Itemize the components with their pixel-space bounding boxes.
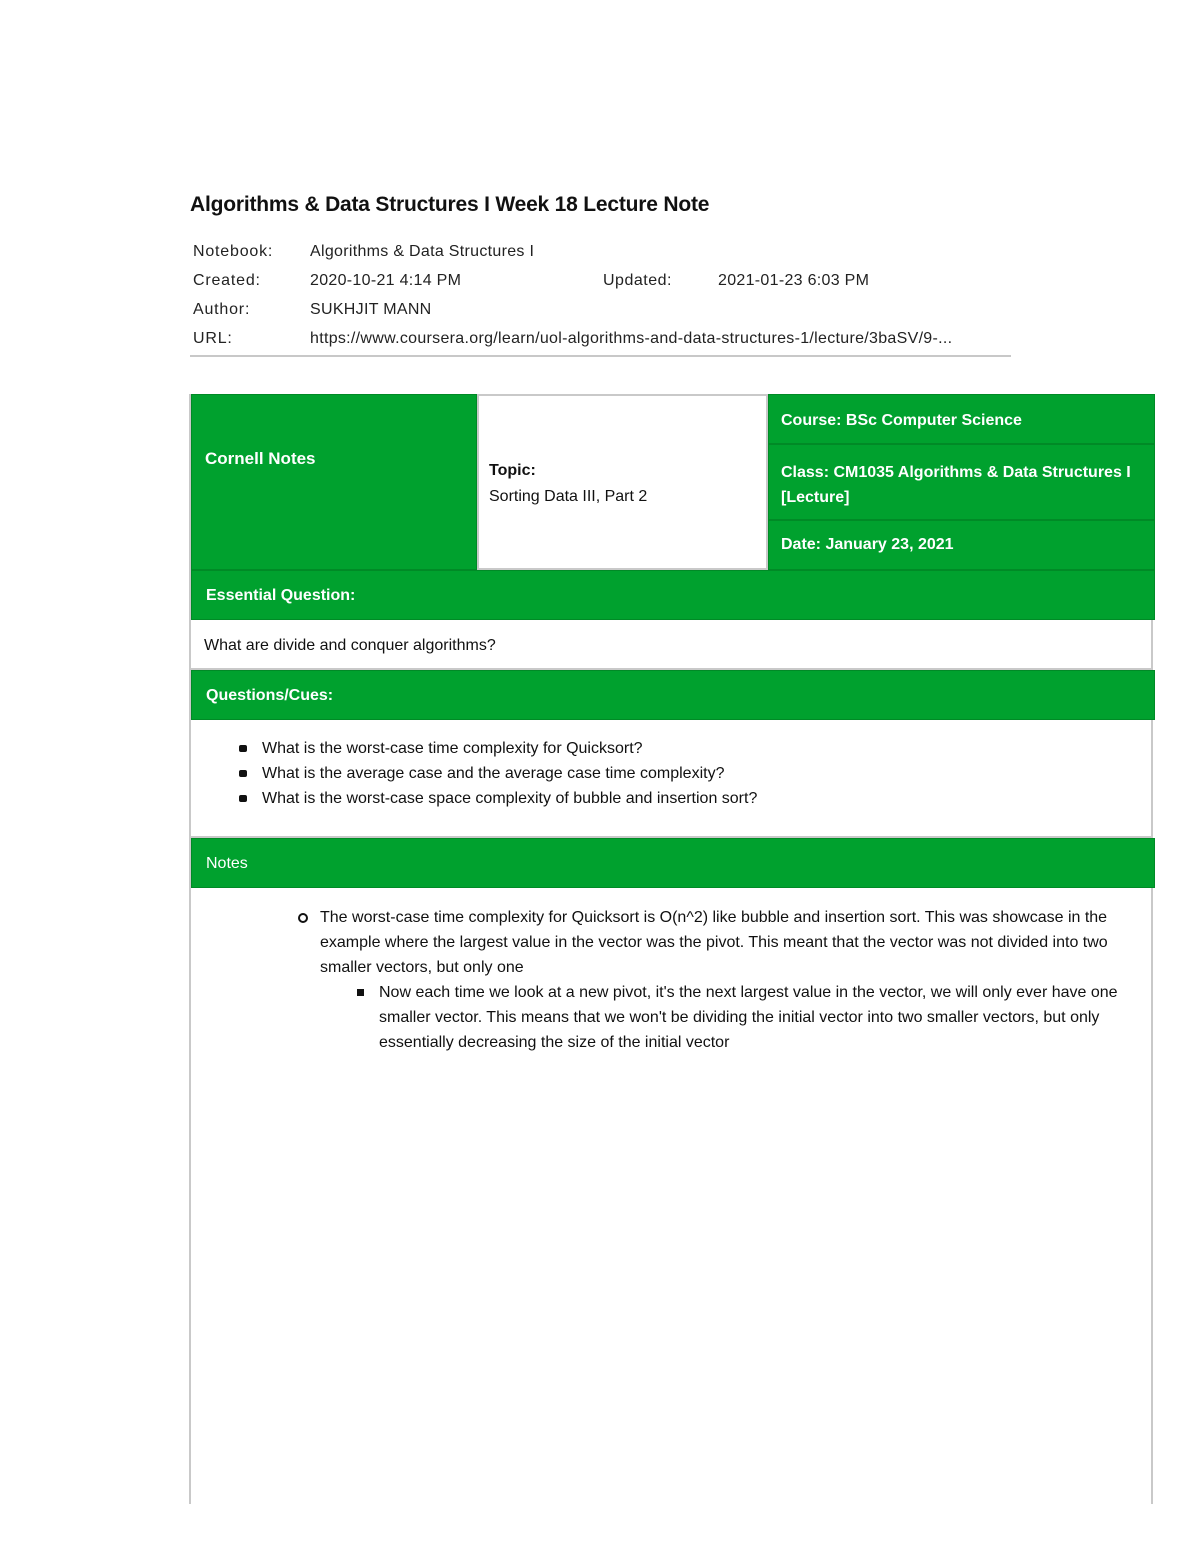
page-title: Algorithms & Data Structures I Week 18 Lecture Note [190,193,710,216]
cornell-notes-sheet [189,394,1153,1504]
date-cell [768,520,1155,570]
url-link[interactable]: https://www.coursera.org/learn/uol-algorithms-and-data-structures-1/lecture/3baSV/9-... [310,330,953,347]
author-row [193,301,1011,330]
questions-cues-label: Questions/Cues: [206,687,334,704]
created-label: Created: [193,272,261,289]
list-item: What is the average case and the average case time complexity? [239,761,757,786]
course-label: Course: BSc Computer Science [781,412,1022,429]
topic-cell [477,394,768,570]
note-subitem-text: Now each time we look at a new pivot, it's the next largest value in the vector, we will only ever have one smaller vector. This means that we won't be dividing the initial vector into two smaller vectors, but only essentially decreasing the size of the initial vector [379,984,1118,1051]
url-label: URL: [193,330,233,347]
notes-header [191,838,1155,888]
questions-cues-header [191,670,1155,720]
created-row [193,272,1011,301]
essential-question-body [191,620,1151,670]
updated-value: 2021-01-23 6:03 PM [718,272,870,289]
notebook-label: Notebook: [193,243,274,260]
class-label: Class: CM1035 Algorithms & Data Structures I [Lecture] [781,464,1131,506]
questions-cues-body [191,720,1151,838]
topic-value: Sorting Data III, Part 2 [489,488,648,505]
date-label: Date: January 23, 2021 [781,536,954,553]
metadata-divider [190,355,1011,357]
updated-label: Updated: [603,272,672,289]
note-item-text: The worst-case time complexity for Quicksort is O(n^2) like bubble and insertion sort. This was showcase in the example where the largest value in the vector was the pivot. This meant that the vector was not divided into two smaller vectors, but only one [320,909,1108,976]
list-item: What is the worst-case space complexity of bubble and insertion sort? [239,786,757,811]
note-subitem [357,980,1147,1055]
questions-list [239,736,757,811]
notes-body [191,888,1151,1504]
note-metadata [193,243,1011,359]
cornell-notes-label: Cornell Notes [205,449,316,468]
essential-question-text: What are divide and conquer algorithms? [204,637,496,654]
notebook-row [193,243,1011,272]
notebook-value[interactable]: Algorithms & Data Structures I [310,243,535,260]
topic-label: Topic: [489,462,536,479]
created-value: 2020-10-21 4:14 PM [310,272,462,289]
class-cell [768,444,1155,520]
cornell-header [191,394,1155,570]
notes-label: Notes [206,855,248,872]
essential-question-label: Essential Question: [206,587,356,604]
course-cell [768,394,1155,444]
hollow-bullet-icon [298,913,308,923]
note-item [298,905,1138,980]
square-bullet-icon [357,989,364,996]
author-label: Author: [193,301,251,318]
list-item: What is the worst-case time complexity for Quicksort? [239,736,757,761]
author-value: SUKHJIT MANN [310,301,432,318]
essential-question-header [191,570,1155,620]
cornell-notes-cell [191,394,477,570]
